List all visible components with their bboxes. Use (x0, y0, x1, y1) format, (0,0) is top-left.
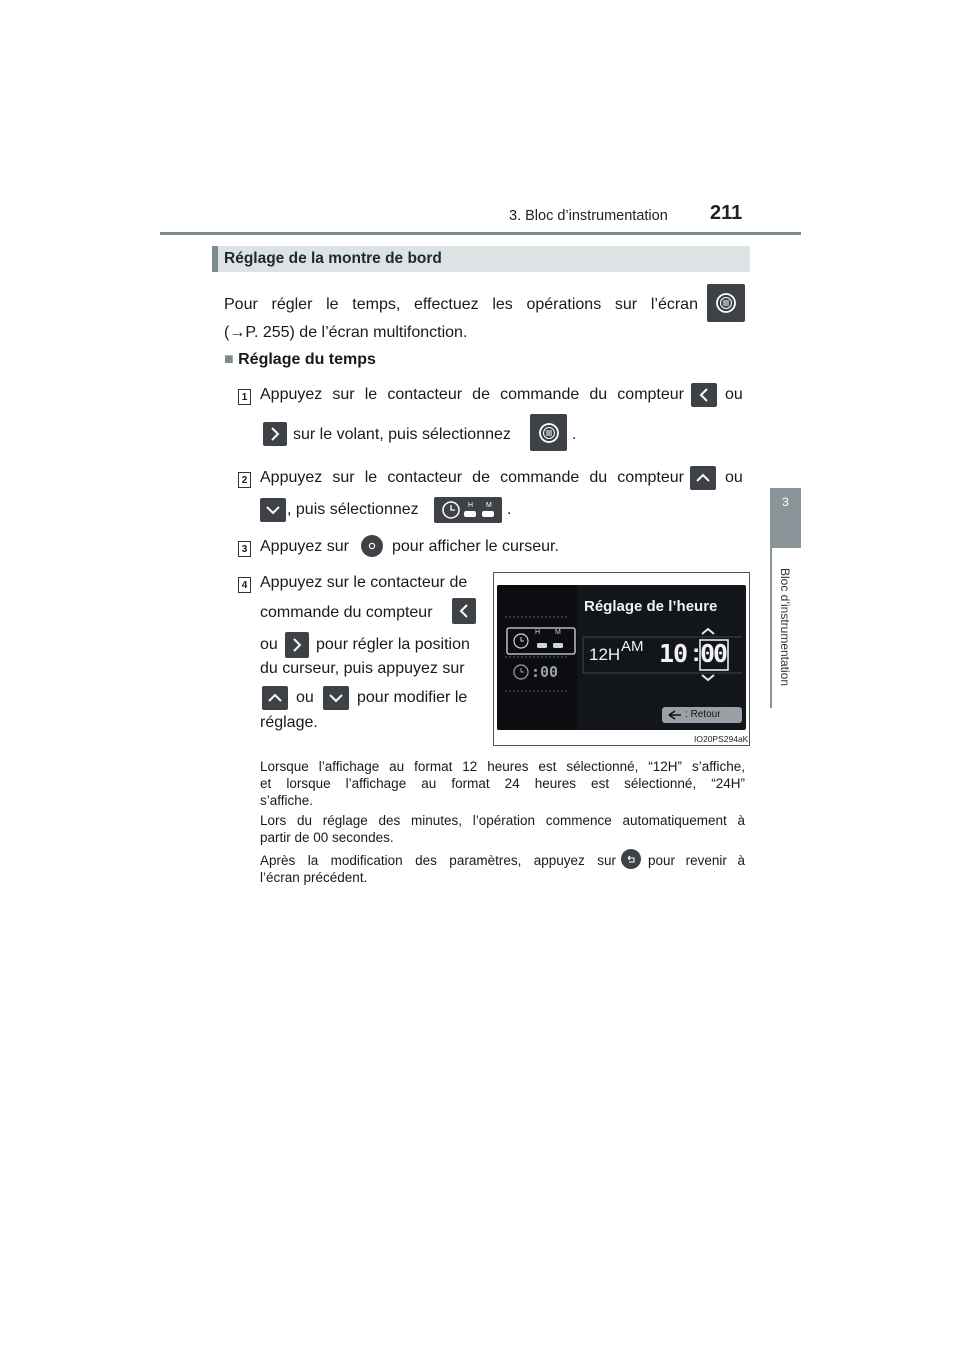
step-1-line-1: Appuyez sur le contacteur de commande du compteur (260, 386, 684, 403)
chevron-left-icon (691, 383, 717, 407)
step-4-line-1: Appuyez sur le contacteur de (260, 574, 468, 591)
step-2-line-2: , puis sélectionnez (287, 501, 419, 518)
ok-button-icon (361, 535, 383, 557)
step-number-2: 2 (238, 472, 251, 488)
display-screen (497, 585, 746, 730)
screen-back-label: : Retour (685, 709, 721, 720)
step-3-post: pour afficher le curseur. (392, 538, 559, 555)
chevron-down-icon (323, 686, 349, 710)
note-3-line-1a: Après la modification des paramètres, appuyez sur (260, 853, 616, 868)
chevron-up-icon (690, 466, 716, 490)
gauge-icon (707, 284, 745, 322)
note-2-line-2: partir de 00 secondes. (260, 830, 394, 845)
step-2-end: . (507, 501, 512, 518)
screen-small-time: :00 (531, 663, 559, 681)
intro-line-1: Pour régler le temps, effectuez les opérations sur l’écran (224, 296, 698, 313)
screen-small-h: H (535, 629, 541, 636)
chevron-down-icon (260, 498, 286, 522)
step-4-line-5: pour modifier le (357, 689, 468, 706)
side-tab-label: Bloc d’instrumentation (778, 567, 792, 687)
header-rule (160, 232, 801, 235)
note-2-line-1: Lors du réglage des minutes, l’opération commence automatiquement à (260, 813, 745, 828)
chevron-up-icon (262, 686, 288, 710)
step-3-pre: Appuyez sur (260, 538, 349, 555)
step-4-line-2: commande du compteur (260, 604, 433, 621)
subheading-text: Réglage du temps (238, 351, 376, 368)
clock-hm-icon (434, 497, 502, 523)
screen-title: Réglage de l’heure (584, 598, 718, 615)
screen-minute: 00 (700, 639, 727, 668)
step-1-line-2: sur le volant, puis sélectionnez (293, 426, 511, 443)
svg-text:M: M (486, 502, 492, 509)
chevron-right-icon (263, 422, 287, 446)
screen-hour: 10 (659, 639, 688, 668)
note-3-line-2: l’écran précédent. (260, 870, 368, 885)
intro-line-2: (→P. 255) de l’écran multifonction. (224, 324, 468, 341)
page-number: 211 (710, 202, 743, 224)
screen-colon: : (692, 639, 701, 667)
step-2-line-1: Appuyez sur le contacteur de commande du compteur (260, 469, 684, 486)
chevron-left-icon (452, 598, 476, 624)
chapter-title: 3. Bloc d’instrumentation (509, 208, 668, 224)
screen-small-m: M (555, 629, 561, 636)
step-1-ou: ou (725, 386, 743, 403)
step-4-ou-1: ou (260, 636, 278, 653)
step-4-ou-2: ou (296, 689, 314, 706)
side-tab-label-box (768, 552, 802, 702)
bullet-square: ■ (224, 351, 234, 368)
gauge-icon (530, 414, 567, 451)
subheading (224, 351, 376, 369)
svg-text:H: H (468, 502, 474, 509)
step-4-line-6: réglage. (260, 714, 318, 731)
side-tab-number: 3 (782, 495, 789, 509)
screen-format: 12H (589, 645, 621, 664)
step-4-line-4: du curseur, puis appuyez sur (260, 660, 465, 677)
step-number-1: 1 (238, 389, 251, 405)
note-1-line-3: s’affiche. (260, 793, 314, 808)
step-number-3: 3 (238, 541, 251, 557)
image-code: IO20PS294aK (694, 734, 749, 744)
note-3-line-1b: pour revenir à (648, 853, 745, 868)
screen-ampm: AM (621, 638, 644, 655)
note-1-line-2: et lorsque l’affichage au format 24 heures est sélectionné, “24H” (260, 776, 745, 791)
note-1-line-1: Lorsque l’affichage au format 12 heures est sélectionné, “12H” s’affiche, (260, 759, 745, 774)
step-1-end: . (572, 426, 577, 443)
step-4-line-3: pour régler la position (316, 636, 470, 653)
section-title: Réglage de la montre de bord (224, 250, 442, 267)
step-number-4: 4 (238, 577, 251, 593)
back-button-icon (621, 849, 641, 869)
step-2-ou: ou (725, 469, 743, 486)
chevron-right-icon (285, 632, 309, 658)
